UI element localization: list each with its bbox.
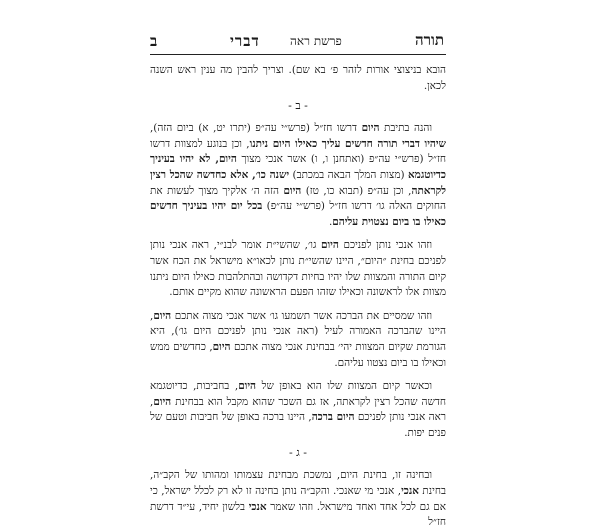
paragraph-c1: ובחינה זו, בחינת היום, נמשכת מבחינת עצמותו ומהותו של הקב״ה, בחינת אנכי, אנכי מי שאנכי. והקב״ה נותן בחינה זו לא רק לכלל ישראל, כי אם גם לכל אחד ואחד מישראל. וזהו שאמר אנכי בלשון יחיד, עי״ד דרשת חז״ל bbox=[150, 469, 446, 529]
section-marker-b: - ב - bbox=[288, 99, 308, 113]
header-parsha: פרשת ראה bbox=[290, 34, 342, 48]
paragraph-b4: וכאשר קיום המצוות שלו הוא באופן של היום, בחביבות, כדיוטגמא חדשה שהכל רצין לקראתה, אז גם השכר שהוא מקבל הוא בבחינת היום, ראה אנכי נותן לפניכם היום ברכה, היינו ברכה באופן של חביבות וטעם של פנים יפות. bbox=[150, 380, 446, 439]
top-paragraph: הובא בניצוצי אורות לזהר פ׳ בא שם). וצריך להבין מה ענין ראש השנה לכאן. bbox=[150, 64, 446, 92]
paragraph-b2: וזהו אנכי נותן לפניכם היום גו׳, שהשי״ת אומר לבנ״י, ראה אנכי נותן לפניכם בחינת ״היום״, היינו שהשי״ת נותן לכאו״א מישראל את הכח אשר קיום התורה והמצוות שלו יהיו בחיות דקדושה ובהתלהבות כאילו היום ניתנו מצוות אלו לראשונה וכאילו שזהו הפעם הראשונה שהוא מקיים אותם. bbox=[150, 239, 446, 299]
page-number: ב bbox=[150, 32, 158, 50]
header-book-title: דברי bbox=[230, 32, 260, 50]
document-page bbox=[150, 28, 446, 531]
paragraph-b3: וזהו שמסיים את הברכה אשר תשמעו גו׳ אשר אנכי מצוה אתכם היום, היינו שהברכה האמורה לעיל (ראה אנכי נותן לפניכם היום גו׳), היא הגורמת שקיום המצוות יהי׳ בבחינת אנכי מצוה אתכם היום, כחדשים ממש וכאילו בו ביום נצטוו עליהם. bbox=[150, 309, 447, 369]
paragraph-b1: והנה בתיבת היום דרשו חז״ל (פרש״י עה״פ (יתרו יט, א) ביום הזה), שיהיו דברי תורה חדשים עליך כאילו היום ניתנו, וכן בנוגע למצוות דרשו חז״ל (פרש״י עה״פ (ואתחנן ו, ו) אשר אנכי מצוך היום, לא יהיו בעיניך כדיוטגמא (מצות המלך הבאה במכתב) ישנה כו׳, אלא כחדשה שהכל רצין לקראתה, וכן עה״פ (תבוא כו, טז) היום הזה ה׳ אלקיך מצוך לעשות את החוקים האלה גו׳ דרשו חז״ל (פרש״י עה״פ) בכל יום יהיו בעיניך חדשים כאילו בו ביום נצטוית עליהם. bbox=[150, 122, 446, 228]
page-header bbox=[150, 28, 446, 55]
header-torah-title: תורה bbox=[415, 31, 444, 49]
section-marker-c: - ג - bbox=[288, 446, 308, 460]
